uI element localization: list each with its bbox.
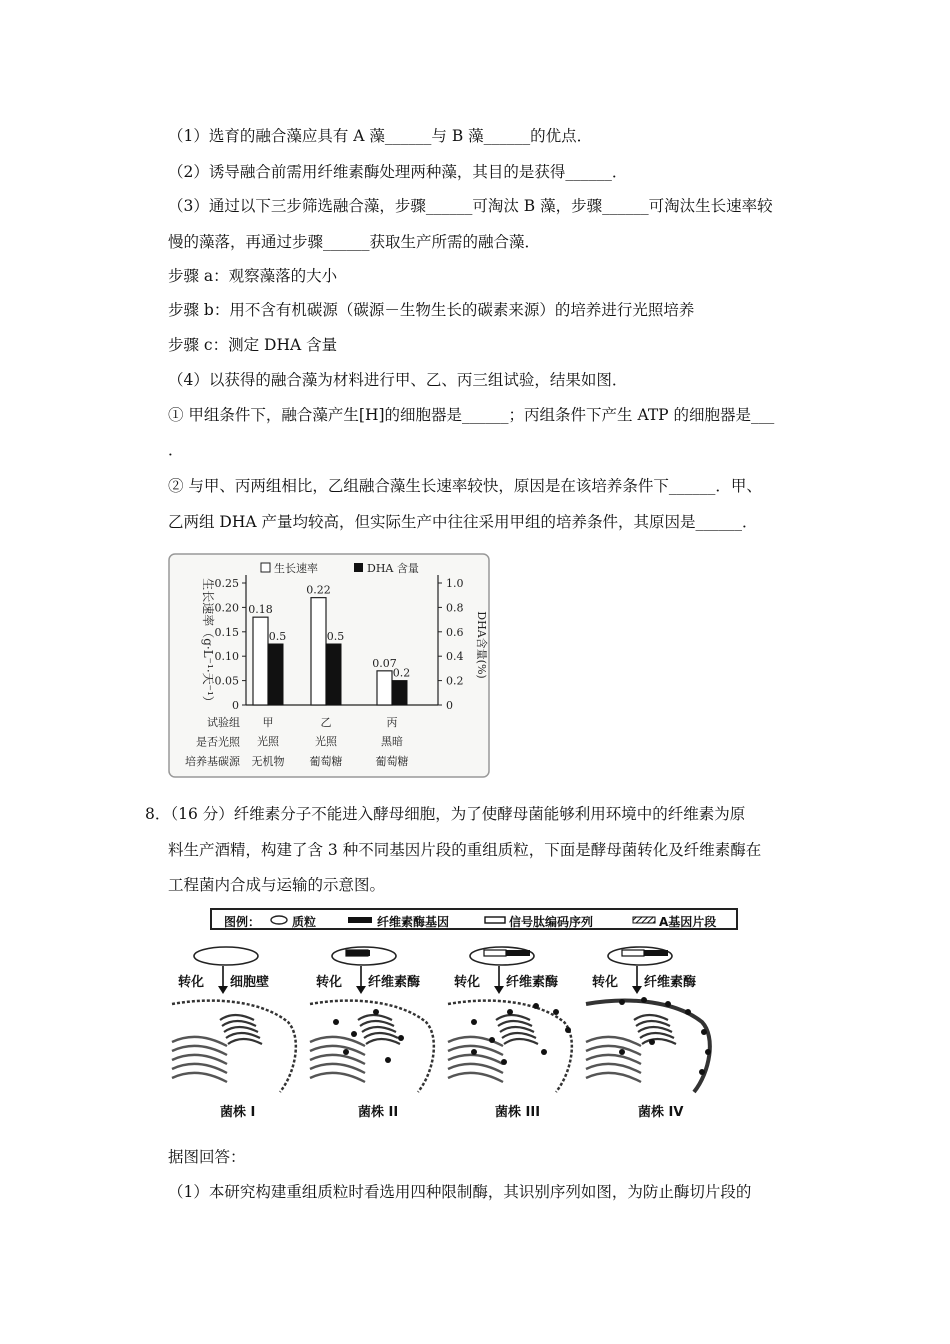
er-membrane bbox=[586, 1037, 641, 1046]
carbon-label: 无机物 bbox=[251, 755, 285, 768]
enzyme-dot bbox=[649, 1039, 655, 1045]
bar-dha-label-2: 0.5 bbox=[326, 630, 345, 643]
signal-peptide-segment bbox=[484, 950, 506, 956]
cell-panel-1 bbox=[168, 942, 308, 1102]
er-membrane bbox=[448, 1055, 503, 1064]
golgi-cisterna bbox=[366, 1039, 400, 1044]
golgi-cisterna bbox=[636, 1021, 670, 1026]
signal-peptide-segment bbox=[622, 950, 644, 956]
golgi-cisterna bbox=[360, 1021, 394, 1026]
q7-sub2: （2）诱导融合前需用纤维素酶处理两种藻，其目的是获得______． bbox=[168, 163, 628, 181]
legend-cellulase-gene: 纤维素酶基因 bbox=[377, 915, 450, 929]
golgi-cisterna bbox=[226, 1033, 260, 1038]
right-tick-label: 0.4 bbox=[446, 650, 464, 664]
enzyme-dot bbox=[351, 1031, 357, 1037]
bar-dha-1 bbox=[268, 644, 283, 705]
golgi-cisterna bbox=[222, 1021, 256, 1026]
cellulase-label: 纤维素酶 bbox=[368, 975, 421, 990]
transform-label: 转化 bbox=[316, 975, 343, 990]
enzyme-dot bbox=[471, 1049, 477, 1055]
cellulase-gene-segment bbox=[346, 950, 370, 956]
er-membrane bbox=[310, 1073, 365, 1082]
diagram-legend bbox=[210, 908, 738, 930]
er-membrane bbox=[172, 1037, 227, 1046]
legend-title: 图例： bbox=[224, 915, 261, 929]
enzyme-dot bbox=[541, 1049, 547, 1055]
transform-label: 转化 bbox=[454, 975, 481, 990]
cellulase-gene-segment bbox=[506, 950, 530, 956]
q8-line3: 工程菌内合成与运输的示意图。 bbox=[168, 876, 386, 894]
er-membrane bbox=[448, 1037, 503, 1046]
row-label: 培养基碳源 bbox=[185, 755, 240, 768]
q7-sub4-2-line2: 乙两组 DHA 产量均较高，但实际生产中往往采用甲组的培养条件，其原因是______． bbox=[168, 513, 758, 531]
enzyme-dot bbox=[665, 1001, 671, 1007]
strain-4-label: 菌株 IV bbox=[638, 1105, 684, 1120]
right-tick-label: 0 bbox=[446, 699, 453, 712]
q7-step-b: 步骤 b：用不含有机碳源（碳源－生物生长的碳素来源）的培养进行光照培养 bbox=[168, 301, 695, 319]
enzyme-dot bbox=[333, 1019, 339, 1025]
yeast-diagram bbox=[168, 908, 748, 1124]
strain-3-label: 菌株 III bbox=[495, 1105, 541, 1120]
enzyme-dot bbox=[501, 1059, 507, 1065]
q7-sub4: （4）以获得的融合藻为材料进行甲、乙、丙三组试验，结果如图． bbox=[168, 371, 628, 389]
q8-line1: 8．（16 分）纤维素分子不能进入酵母细胞，为了使酵母菌能够利用环境中的纤维素为原 bbox=[145, 805, 746, 823]
golgi-cisterna bbox=[638, 1027, 672, 1032]
plasmid-shape bbox=[194, 947, 258, 965]
golgi-cisterna bbox=[228, 1039, 262, 1044]
er-membrane bbox=[172, 1055, 227, 1064]
light-label: 光照 bbox=[257, 735, 279, 748]
enzyme-dot bbox=[619, 999, 625, 1005]
row-label: 试验组 bbox=[207, 716, 240, 729]
cell-panel-4 bbox=[582, 942, 722, 1102]
q7-sub3-line1: （3）通过以下三步筛选融合藻，步骤______可淘汰 B 藻，步骤______可淘汰生长速率较 bbox=[168, 197, 773, 215]
legend-plasmid: 质粒 bbox=[292, 915, 317, 929]
category-label: 甲 bbox=[262, 716, 274, 729]
er-membrane bbox=[310, 1064, 365, 1073]
cell-wall-label: 细胞壁 bbox=[230, 975, 270, 990]
right-axis-title: DHA含量(%) bbox=[475, 611, 488, 679]
enzyme-dot bbox=[489, 1037, 495, 1043]
strain-1-label: 菌株 I bbox=[220, 1105, 256, 1120]
enzyme-dot bbox=[699, 1069, 705, 1075]
light-label: 光照 bbox=[315, 735, 337, 748]
golgi-cisterna bbox=[358, 1015, 392, 1020]
transform-label: 转化 bbox=[592, 975, 619, 990]
enzyme-dot bbox=[553, 1009, 559, 1015]
bar-growth-2 bbox=[311, 598, 326, 705]
right-tick-label: 1.0 bbox=[446, 577, 464, 590]
q7-step-c: 步骤 c：测定 DHA 含量 bbox=[168, 336, 338, 354]
right-tick-label: 0.6 bbox=[446, 625, 464, 639]
golgi-cisterna bbox=[640, 1033, 674, 1038]
legend-growth-swatch bbox=[261, 563, 270, 572]
arrow-head bbox=[218, 986, 228, 994]
er-membrane bbox=[448, 1064, 503, 1073]
a-gene-icon bbox=[632, 915, 656, 925]
enzyme-dot bbox=[533, 1003, 539, 1009]
er-membrane bbox=[310, 1046, 365, 1055]
enzyme-dot bbox=[641, 997, 647, 1003]
bar-growth-1 bbox=[253, 617, 268, 705]
bar-dha-2 bbox=[326, 644, 341, 705]
category-label: 乙 bbox=[320, 716, 332, 729]
plasmid-icon bbox=[270, 915, 288, 925]
enzyme-dot bbox=[705, 1049, 711, 1055]
left-tick-label: 0.25 bbox=[214, 577, 239, 590]
left-tick-label: 0.05 bbox=[214, 674, 239, 688]
right-tick-label: 0.8 bbox=[446, 601, 464, 615]
left-tick-label: 0.20 bbox=[214, 601, 239, 615]
er-membrane bbox=[586, 1064, 641, 1073]
er-membrane bbox=[172, 1073, 227, 1082]
cell-panel-2 bbox=[306, 942, 446, 1102]
arrow-head bbox=[632, 986, 642, 994]
q7-step-a: 步骤 a：观察藻落的大小 bbox=[168, 267, 338, 285]
carbon-label: 葡萄糖 bbox=[375, 755, 409, 768]
enzyme-dot bbox=[385, 1057, 391, 1063]
bar-growth-3 bbox=[377, 671, 392, 705]
er-membrane bbox=[586, 1073, 641, 1082]
bar-growth-label-3: 0.07 bbox=[372, 656, 397, 670]
bar-dha-label-1: 0.5 bbox=[268, 630, 287, 643]
er-membrane bbox=[310, 1055, 365, 1064]
golgi-cisterna bbox=[224, 1027, 258, 1032]
legend-a-gene: A基因片段 bbox=[659, 915, 717, 929]
golgi-cisterna bbox=[502, 1033, 536, 1038]
strain-2-label: 菌株 II bbox=[358, 1105, 399, 1120]
golgi-cisterna bbox=[634, 1015, 668, 1020]
legend-growth-label: 生长速率 bbox=[274, 562, 318, 575]
q8-sub1: （1）本研究构建重组质粒时看选用四种限制酶，其识别序列如图，为防止酶切片段的 bbox=[168, 1183, 752, 1201]
bar-growth-label-1: 0.18 bbox=[248, 603, 273, 617]
q7-sub4-1-line1: ① 甲组条件下，融合藻产生[H]的细胞器是______；丙组条件下产生 ATP 的细胞器是___ bbox=[168, 406, 775, 424]
q8-answer-prompt: 据图回答： bbox=[168, 1148, 246, 1166]
left-axis-title: 生长速率（g·L⁻¹·天⁻¹） bbox=[201, 578, 215, 708]
golgi-cisterna bbox=[220, 1015, 254, 1020]
er-membrane bbox=[586, 1046, 641, 1055]
carbon-label: 葡萄糖 bbox=[309, 755, 343, 768]
golgi-cisterna bbox=[362, 1027, 396, 1032]
q8-line2: 料生产酒精，构建了含 3 种不同基因片段的重组质粒，下面是酵母菌转化及纤维素酶在 bbox=[168, 841, 762, 859]
golgi-cisterna bbox=[364, 1033, 398, 1038]
legend-signal-peptide: 信号肽编码序列 bbox=[509, 915, 594, 929]
er-membrane bbox=[172, 1064, 227, 1073]
row-label: 是否光照 bbox=[196, 735, 240, 749]
enzyme-dot bbox=[507, 1009, 513, 1015]
cellulase-gene-segment bbox=[644, 950, 668, 956]
enzyme-dot bbox=[471, 1019, 477, 1025]
enzyme-dot bbox=[398, 1035, 404, 1041]
golgi-cisterna bbox=[498, 1021, 532, 1026]
q7-sub1: （1）选育的融合藻应具有 A 藻______与 B 藻______的优点． bbox=[168, 127, 593, 145]
er-membrane bbox=[310, 1037, 365, 1046]
arrow-head bbox=[356, 986, 366, 994]
bar-growth-label-2: 0.22 bbox=[306, 583, 331, 597]
enzyme-dot bbox=[373, 1009, 379, 1015]
cellulase-label: 纤维素酶 bbox=[644, 975, 697, 990]
enzyme-dot bbox=[685, 1009, 691, 1015]
signal-peptide-icon bbox=[484, 915, 506, 925]
golgi-cisterna bbox=[496, 1015, 530, 1020]
left-tick-label: 0.10 bbox=[214, 650, 239, 664]
bar-chart bbox=[168, 553, 490, 778]
left-tick-label: 0 bbox=[232, 699, 239, 712]
enzyme-dot bbox=[343, 1049, 349, 1055]
enzyme-dot bbox=[701, 1029, 707, 1035]
q7-sub4-1-line2: ． bbox=[168, 441, 184, 459]
right-tick-label: 0.2 bbox=[446, 674, 464, 688]
er-membrane bbox=[448, 1073, 503, 1082]
category-label: 丙 bbox=[386, 716, 398, 729]
transform-label: 转化 bbox=[178, 975, 205, 990]
golgi-cisterna bbox=[500, 1027, 534, 1032]
bar-dha-label-3: 0.2 bbox=[392, 666, 411, 680]
golgi-cisterna bbox=[642, 1039, 676, 1044]
cellulase-label: 纤维素酶 bbox=[506, 975, 559, 990]
legend-dha-swatch bbox=[354, 563, 363, 572]
cell-panel-3 bbox=[444, 942, 584, 1102]
bar-dha-3 bbox=[392, 681, 407, 705]
enzyme-dot bbox=[619, 1049, 625, 1055]
light-label: 黑暗 bbox=[381, 735, 403, 748]
golgi-cisterna bbox=[504, 1039, 538, 1044]
cellulase-gene-icon bbox=[347, 915, 373, 925]
enzyme-dot bbox=[565, 1027, 571, 1033]
er-membrane bbox=[586, 1055, 641, 1064]
q7-sub3-line2: 慢的藻落，再通过步骤______获取生产所需的融合藻． bbox=[168, 233, 541, 251]
q7-sub4-2-line1: ② 与甲、丙两组相比，乙组融合藻生长速率较快，原因是在该培养条件下______．甲、 bbox=[168, 477, 762, 495]
left-tick-label: 0.15 bbox=[214, 625, 239, 639]
er-membrane bbox=[172, 1046, 227, 1055]
arrow-head bbox=[494, 986, 504, 994]
legend-dha-label: DHA 含量 bbox=[367, 562, 419, 575]
